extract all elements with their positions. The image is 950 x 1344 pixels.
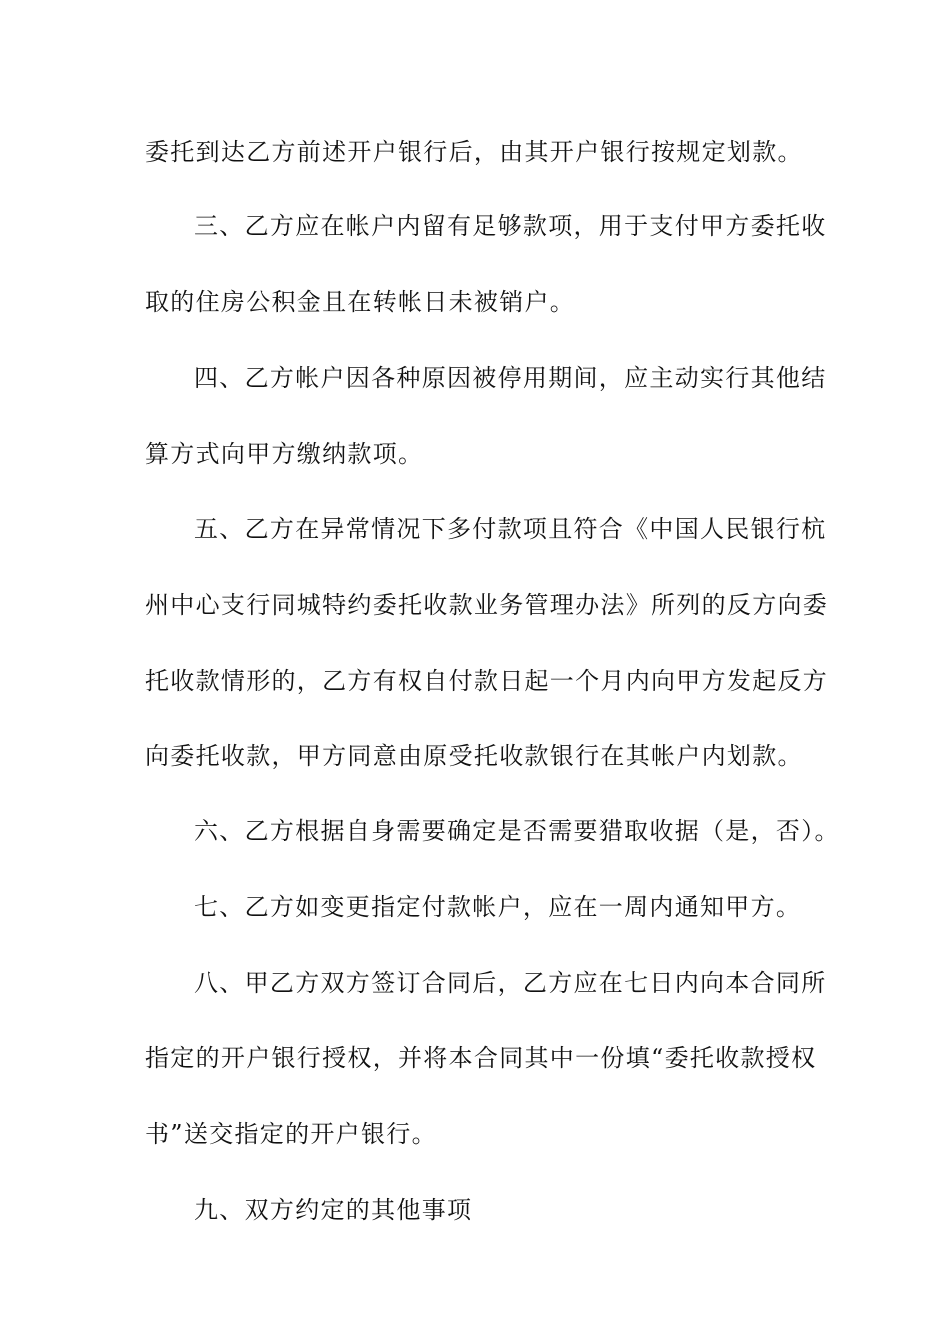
- text-line-content: 四、乙方帐户因各种原因被停用期间，应主动实行其他结: [194, 364, 827, 392]
- text-line-content: 九、双方约定的其他事项: [194, 1196, 473, 1224]
- text-line: [0, 132, 950, 172]
- text-line-content: 六、乙方根据自身需要确定是否需要猎取收据（是，否）。: [194, 817, 840, 845]
- text-line-content: 七、乙方如变更指定付款帐户，应在一周内通知甲方。: [194, 893, 802, 921]
- text-line-content: 托收款情形的，乙方有权自付款日起一个月内向甲方发起反方: [145, 667, 829, 695]
- text-line: [0, 661, 950, 701]
- text-line: [0, 282, 950, 322]
- text-line-content: 委托到达乙方前述开户银行后，由其开户银行按规定划款。: [145, 138, 803, 166]
- text-line-content: 州中心支行同城特约委托收款业务管理办法》所列的反方向委: [145, 591, 829, 619]
- clause-6-line: [0, 811, 950, 851]
- clause-3-line: [0, 206, 950, 246]
- text-line-content: 五、乙方在异常情况下多付款项且符合《中国人民银行杭: [194, 515, 827, 543]
- text-line: [0, 585, 950, 625]
- text-line-content: 八、甲乙方双方签订合同后，乙方应在七日内向本合同所: [194, 969, 827, 997]
- text-line-content: 三、乙方应在帐户内留有足够款项，用于支付甲方委托收: [194, 212, 827, 240]
- clause-9-line: [0, 1190, 950, 1230]
- text-line: [0, 1114, 950, 1154]
- text-line-content: 取的住房公积金且在转帐日未被销户。: [145, 288, 576, 316]
- text-line-content: 指定的开户银行授权，并将本合同其中一份填“委托收款授权: [145, 1044, 817, 1072]
- text-line-content: 算方式向甲方缴纳款项。: [145, 440, 424, 468]
- text-line-content: 向委托收款，甲方同意由原受托收款银行在其帐户内划款。: [145, 742, 803, 770]
- clause-8-line: [0, 963, 950, 1003]
- text-line-content: 书”送交指定的开户银行。: [145, 1120, 437, 1148]
- clause-4-line: [0, 358, 950, 398]
- text-line: [0, 736, 950, 776]
- text-line: [0, 1038, 950, 1078]
- clause-5-line: [0, 509, 950, 549]
- text-line: [0, 434, 950, 474]
- clause-7-line: [0, 887, 950, 927]
